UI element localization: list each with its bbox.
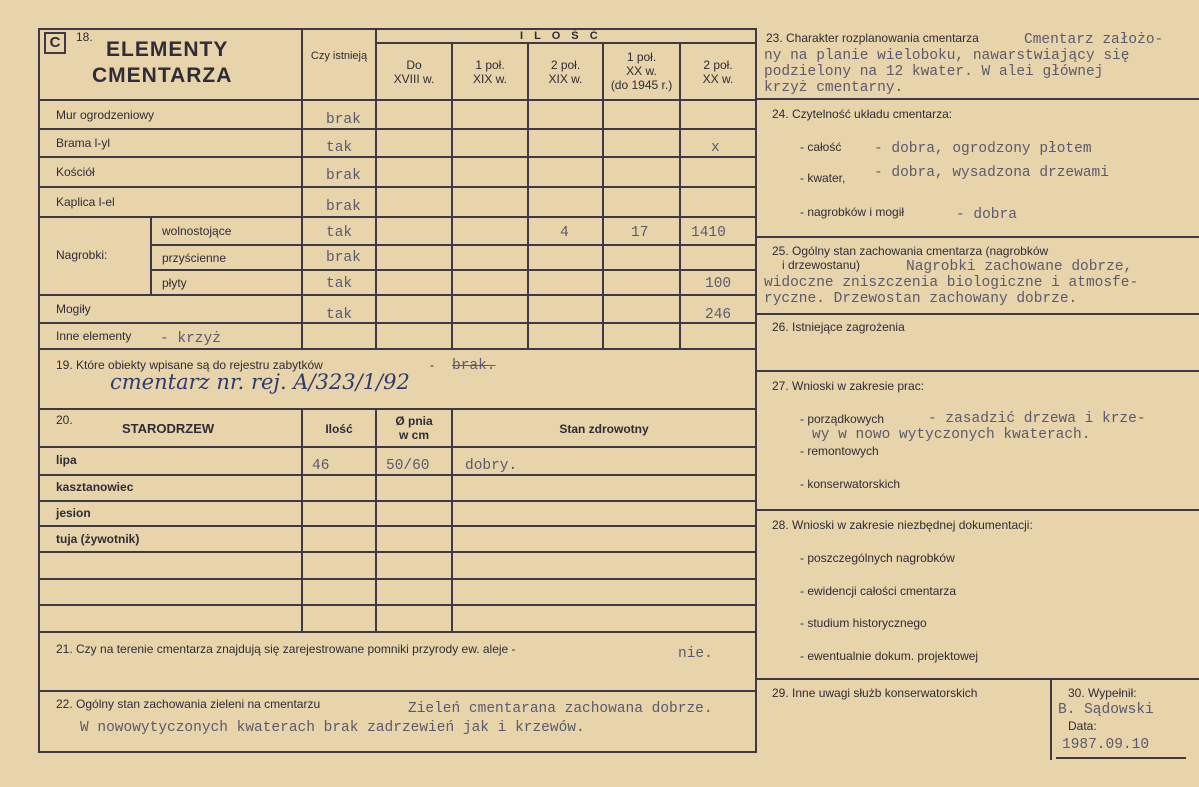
sec25-value-line3: ryczne. Drzewostan zachowany dobrze. (764, 291, 1078, 307)
sec30-name: B. Sądowski (1058, 702, 1154, 718)
rule (38, 578, 756, 580)
row-label-mogily: Mogiły (56, 302, 91, 316)
col-header-2pol20 (681, 58, 755, 86)
rule (755, 313, 1199, 315)
sec27-porz-value-line1: - zasadzić drzewa i krze- (928, 411, 1146, 427)
col-header-line: XVIII w. (393, 72, 435, 86)
rule (301, 28, 303, 348)
sec24-kwater-label: - kwater, (800, 171, 846, 185)
sec30-date: 1987.09.10 (1062, 737, 1150, 753)
value-kaplica-czy: brak (326, 199, 361, 215)
rule (38, 474, 756, 476)
value-brama-czy: tak (326, 140, 353, 156)
value-wolno-1pol20: 17 (631, 225, 649, 241)
col-header-line: 2 poł. (550, 58, 581, 72)
sec23-line1: Cmentarz założo- (1024, 32, 1164, 48)
sec28-item: - poszczególnych nagrobków (800, 551, 955, 565)
sec19-struck-value: brak. (452, 358, 496, 374)
sec25-value-line1: Nagrobki zachowane dobrze, (906, 259, 1133, 275)
col-header-line: Ø pnia (395, 414, 433, 428)
row-label-brama: Brama l-yl (56, 136, 111, 150)
col-header-czy: Czy istnieją (310, 50, 368, 62)
tree-pien: 50/60 (386, 458, 430, 474)
col-header-line: 1 poł. (475, 58, 505, 72)
sec24-nagrobki-label: - nagrobków i mogił (800, 205, 905, 219)
sec23-line2: ny na planie wieloboku, nawarstwiający się (764, 48, 1130, 64)
sec25-label-line2: i drzewostanu) (782, 258, 861, 272)
sec24-label: 24. Czytelność układu cmentarza: (772, 107, 953, 121)
rule (38, 446, 756, 448)
row-label-przyscienne: przyścienne (162, 251, 227, 265)
rule (38, 186, 756, 188)
value-wolno-czy: tak (326, 225, 353, 241)
tree-ilosc: 46 (312, 458, 330, 474)
rule (38, 216, 756, 218)
sec28-item: - ewentualnie dokum. projektowej (800, 649, 979, 663)
col-header-pien (377, 414, 451, 442)
sec20-title: STARODRZEW (122, 421, 215, 436)
col-header-1pol20 (604, 50, 679, 92)
rule (38, 99, 756, 101)
sec27-label: 27. Wnioski w zakresie prac: (772, 379, 925, 393)
col-header-stan: Stan zdrowotny (559, 422, 649, 436)
sec25-value-line2: widoczne zniszczenia biologiczne i atmosfe- (764, 275, 1139, 291)
sec21-label: 21. Czy na terenie cmentarza znajdują się zarejestrowane pomniki przyrody ew. aleje - (56, 642, 516, 656)
sec27-remont: - remontowych (800, 444, 879, 458)
col-header-line: Do (406, 58, 422, 72)
rule (38, 348, 756, 350)
tree-name: lipa (56, 453, 77, 467)
rule (38, 500, 756, 502)
rule (527, 42, 529, 348)
section-title-line2: CMENTARZA (92, 64, 233, 87)
tree-name: jesion (56, 506, 91, 520)
rule (1056, 757, 1186, 759)
value-wolno-2pol19: 4 (560, 225, 569, 241)
col-header-1pol19 (453, 58, 527, 86)
col-header-2pol19 (529, 58, 602, 86)
rule (451, 42, 453, 348)
sec28-label: 28. Wnioski w zakresie niezbędnej dokumentacji: (772, 518, 1033, 532)
tree-stan: dobry. (465, 458, 518, 474)
rule (38, 322, 756, 324)
value-kosciol-czy: brak (326, 168, 361, 184)
value-mogily-2pol20: 246 (705, 307, 732, 323)
sec29-label: 29. Inne uwagi służb konserwatorskich (772, 686, 978, 700)
sec19-dash: - (430, 358, 434, 372)
sec28-item: - studium historycznego (800, 616, 927, 630)
col-header-line: XIX w. (548, 72, 583, 86)
col-header-ilosc: Ilość (325, 422, 353, 436)
row-label-wolnostojace: wolnostojące (162, 224, 232, 238)
sec24-kwater-value: - dobra, wysadzona drzewami (874, 165, 1109, 181)
rule (301, 408, 303, 631)
tree-name: kasztanowiec (56, 480, 134, 494)
value-plyty-czy: tak (326, 276, 353, 292)
sec23-line3: podzielony na 12 kwater. W alei głównej (764, 64, 1104, 80)
sec21-value: nie. (678, 646, 713, 662)
rule (38, 128, 756, 130)
sec30-label: 30. Wypełnił: (1068, 686, 1137, 700)
rule (755, 678, 1199, 680)
col-header-line: 1 poł. (626, 50, 657, 64)
rule (451, 408, 453, 631)
col-header-line: w cm (398, 428, 429, 442)
col-header-ilosc: I L O Ś Ć (520, 30, 602, 42)
value-brama-2pol20: x (711, 140, 720, 156)
rule (150, 218, 152, 294)
sec27-porz-label: - porządkowych (800, 412, 885, 426)
sec27-konserw: - konserwatorskich (800, 477, 901, 491)
row-label-plyty: płyty (162, 276, 187, 290)
section-number: 18. (76, 30, 93, 44)
row-label-inne: Inne elementy (56, 329, 132, 343)
sec23-label: 23. Charakter rozplanowania cmentarza (766, 31, 979, 45)
sec30-date-label: Data: (1068, 719, 1097, 733)
tree-name: tuja (żywotnik) (56, 532, 140, 546)
card-letter-box: C (44, 32, 66, 54)
sec27-porz-value-line2: wy w nowo wytyczonych kwaterach. (812, 427, 1091, 443)
rule (38, 551, 756, 553)
sec28-item: - ewidencji całości cmentarza (800, 584, 957, 598)
col-header-line: 2 poł. (703, 58, 733, 72)
rule (38, 28, 756, 30)
rule (38, 690, 756, 692)
value-mogily-czy: tak (326, 307, 353, 323)
rule (755, 236, 1199, 238)
value-mur-czy: brak (326, 112, 361, 128)
rule (38, 631, 756, 633)
value-wolno-2pol20: 1410 (691, 225, 726, 241)
section-title-line1: ELEMENTY (106, 38, 229, 61)
row-label-kosciol: Kościół (56, 165, 95, 179)
rule (679, 42, 681, 348)
col-header-line: XIX w. (472, 72, 507, 86)
row-label-kaplica: Kaplica l-el (56, 195, 115, 209)
sec24-calosc-value: - dobra, ogrodzony płotem (874, 141, 1092, 157)
rule (38, 525, 756, 527)
col-header-line: (do 1945 r.) (610, 78, 673, 92)
rule (38, 156, 756, 158)
rule (38, 604, 756, 606)
value-plyty-2pol20: 100 (705, 276, 732, 292)
rule (38, 751, 756, 753)
sec19-label: 19. Które obiekty wpisane są do rejestru zabytków (56, 358, 323, 372)
sec23-line4: krzyż cmentarny. (764, 80, 904, 96)
rule (755, 509, 1199, 511)
sec25-label-line1: 25. Ogólny stan zachowania cmentarza (nagrobków (772, 244, 1049, 258)
sec22-value-line1: Zieleń cmentarana zachowana dobrze. (408, 701, 713, 717)
sec19-handwritten-entry: cmentarz nr. rej. A/323/1/92 (110, 370, 410, 394)
rule (1050, 678, 1052, 760)
rule (38, 28, 40, 753)
rule (150, 269, 756, 271)
rule (38, 294, 756, 296)
value-przys-czy: brak (326, 250, 361, 266)
sec24-nagrobki-value: - dobra (956, 207, 1017, 223)
sec26-label: 26. Istniejące zagrożenia (772, 320, 905, 334)
sec22-label: 22. Ogólny stan zachowania zieleni na cmentarzu (56, 697, 321, 711)
sec20-number: 20. (56, 413, 73, 427)
col-header-line: XX w. (702, 72, 734, 86)
row-label-mur: Mur ogrodzeniowy (56, 108, 155, 122)
rule (150, 244, 756, 246)
rule (38, 408, 756, 410)
sec22-value-line2: W nowowytyczonych kwaterach brak zadrzewień jak i krzewów. (80, 720, 585, 736)
col-header-line: XX w. (626, 64, 657, 78)
col-header-do18 (377, 58, 451, 86)
rule (755, 370, 1199, 372)
rule (755, 98, 1199, 100)
rule (755, 28, 757, 753)
value-inne: - krzyż (160, 331, 221, 347)
row-label-nagrobki: Nagrobki: (56, 248, 108, 262)
sec24-calosc-label: - całość (800, 140, 842, 154)
